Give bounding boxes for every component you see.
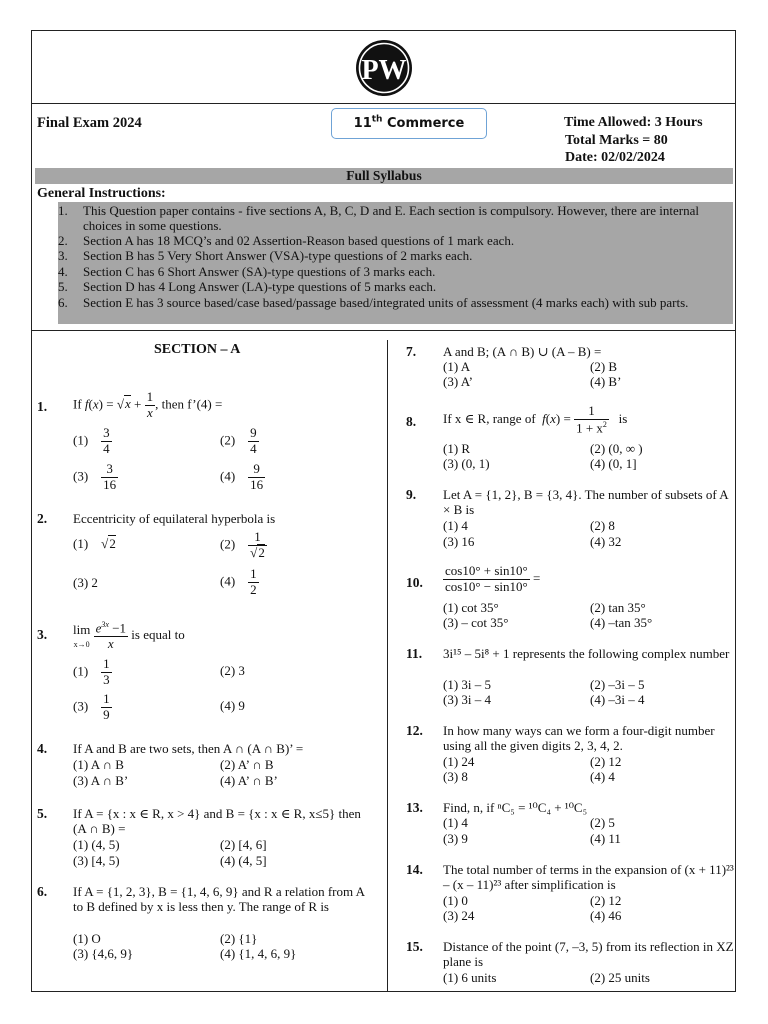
option-3: (3) A ∩ B’ [73,773,129,788]
question-text: A and B; (A ∩ B) ∪ (A – B) = [443,344,602,359]
question-text: If x ∈ R, range of f(x) = $\frac{1}{1 + x^2}$ is [443,403,628,436]
option-4: (4) 11 [590,831,621,846]
pw-logo [354,38,414,98]
option-4: (4) 9 [220,698,245,713]
question-number: 3. [37,627,48,642]
question-text: Let A = {1, 2}, B = {3, 4}. The number of subsets of A × B is [443,487,728,517]
question-number: 11. [406,646,423,661]
option-4: (4) 46 [590,908,622,923]
question-text: Eccentricity of equilateral hyperbola is [73,511,276,526]
option-3: (3) 3i – 4 [443,692,492,707]
option-3: (3) {4,6, 9} [73,946,134,961]
question-number: 4. [37,741,48,756]
grade-suffix: th [371,114,383,125]
option-3: (3) 24 [443,908,475,923]
option-1: (1) R [443,441,471,456]
grade-badge [331,108,487,139]
option-4: (4) –tan 35° [590,615,653,630]
option-1: (1) cot 35° [443,600,499,615]
question-number: 12. [406,723,423,738]
option-4: (4) A’ ∩ B’ [220,773,278,788]
option-3: (3) – cot 35° [443,615,509,630]
option-2: (2) $\frac{9}{4}$ [220,425,257,456]
option-1: (1) O [73,931,101,946]
option-3: (3) $\frac{3}{16}$ [73,461,117,492]
grade-stream: Commerce [387,116,465,131]
option-1: (1) $\frac{3}{4}$ [73,425,110,456]
option-4: (4) B’ [590,374,622,389]
exam-title: Final Exam 2024 [37,115,142,131]
option-3: (3) [4, 5) [73,853,120,868]
question-text: lim x→0 $\frac{e^{3x} -1}{x}$ is equal to [73,620,185,652]
section-title: SECTION – A [154,342,241,357]
question-number: 9. [406,487,417,502]
option-3: (3) 9 [443,831,468,846]
option-3: (3) (0, 1) [443,456,490,471]
syllabus-banner: Full Syllabus [35,168,733,184]
question-number: 14. [406,862,423,877]
question-text: $\frac{\cos 10^\circ + \sin 10^\circ}{\cos 10^\circ - \sin 10^\circ}$ = [445,563,541,594]
question-text: If f(x) = √x + $\frac{1}{x}$ , then f’(4) = [73,389,223,420]
question-number: 2. [37,511,48,526]
instructions-title: General Instructions: [37,186,166,201]
question-number: 15. [406,939,423,954]
option-4: (4) $\frac{1}{2}$ [220,566,257,597]
option-1: (1) 4 [443,518,468,533]
option-2: (2) –3i – 5 [590,677,645,692]
question-text: If A = {x : x ∈ R, x > 4} and B = {x : x ∈ R, x≤5} then (A ∩ B) = [73,806,361,836]
option-2: (2) 12 [590,893,622,908]
question-text: 3i¹⁵ – 5i⁸ + 1 represents the following complex number [443,646,730,661]
option-2: (2) 8 [590,518,615,533]
option-3: (3) 2 [73,575,98,590]
option-1: (1) 4 [443,815,468,830]
instructions-list: 1. This Question paper contains - five sections A, B, C, D and E. Each section is compulsory. However, there are internal choices in some questions. 2. Section A has 18 MCQ’s and 02 Assertion-Reason based questions of 1 mark each. 3. Section B has 5 Very Short Answer (VSA)-type questions of 2 marks each. 4. Section C has 6 Short Answer (SA)-type questions of 3 marks each. 5. Section D has 4 Long Answer (LA)-type questions of 5 marks each. 6. Section E has 3 source based/case based/passage based/integrated units of assessment (4 marks each) with sub parts. [58,202,733,324]
option-1: (1) A ∩ B [73,757,124,772]
option-1: (1) √2 [73,536,116,551]
question-number: 1. [37,399,48,414]
option-3: (3) $\frac{1}{9}$ [73,691,110,722]
option-2: (2) (0, ∞ ) [590,441,643,456]
option-3: (3) 8 [443,769,468,784]
option-2: (2) tan 35° [590,600,646,615]
time-allowed: Time Allowed: 3 Hours [564,115,703,130]
option-1: (1) $\frac{1}{3}$ [73,656,110,687]
question-text: Find, n, if ⁿC₅ = ¹⁰C₄ + ¹⁰C₅ [443,800,588,815]
question-text: If A and B are two sets, then A ∩ (A ∩ B)’ = [73,741,304,756]
header-divider [31,103,736,104]
grade-number: 11 [353,116,372,131]
question-number: 6. [37,884,48,899]
question-text: In how many ways can we form a four-digit number using all the given digits 2, 3, 4, 2. [443,723,715,753]
question-text: If A = {1, 2, 3}, B = {1, 4, 6, 9} and R a relation from A to B defined by x is less then y. The range of R is [73,884,365,914]
option-2: (2) 3 [220,663,245,678]
option-4: (4) $\frac{9}{16}$ [220,461,264,492]
option-2: (2) 12 [590,754,622,769]
option-4: (4) {1, 4, 6, 9} [220,946,297,961]
logo-text: PW [361,55,407,86]
option-2: (2) B [590,359,618,374]
option-1: (1) 3i – 5 [443,677,492,692]
option-2: (2) {1} [220,931,258,946]
total-marks: Total Marks = 80 [565,133,668,148]
option-1: (1) 0 [443,893,468,908]
option-3: (3) 16 [443,534,475,549]
question-number: 10. [406,575,423,590]
option-4: (4) –3i – 4 [590,692,645,707]
question-number: 5. [37,806,48,821]
option-4: (4) 32 [590,534,622,549]
option-1: (1) 6 units [443,970,497,985]
option-4: (4) (4, 5] [220,853,267,868]
option-3: (3) A’ [443,374,473,389]
option-1: (1) (4, 5) [73,837,120,852]
exam-date: Date: 02/02/2024 [565,150,665,165]
question-number: 13. [406,800,423,815]
option-4: (4) (0, 1] [590,456,637,471]
option-4: (4) 4 [590,769,615,784]
option-1: (1) A [443,359,471,374]
question-text: Distance of the point (7, –3, 5) from its reflection in XZ plane is [443,939,734,969]
option-1: (1) 24 [443,754,475,769]
option-2: (2) $\frac{1}{√2}$ [220,529,265,560]
option-2: (2) [4, 6] [220,837,267,852]
column-divider [387,340,388,992]
option-2: (2) A’ ∩ B [220,757,274,772]
question-number: 7. [406,344,417,359]
question-number: 8. [406,414,417,429]
question-text: The total number of terms in the expansion of (x + 11)²³ – (x – 11)²³ after simplification is [443,862,734,892]
option-2: (2) 25 units [590,970,650,985]
option-2: (2) 5 [590,815,615,830]
instructions-divider [31,330,736,331]
